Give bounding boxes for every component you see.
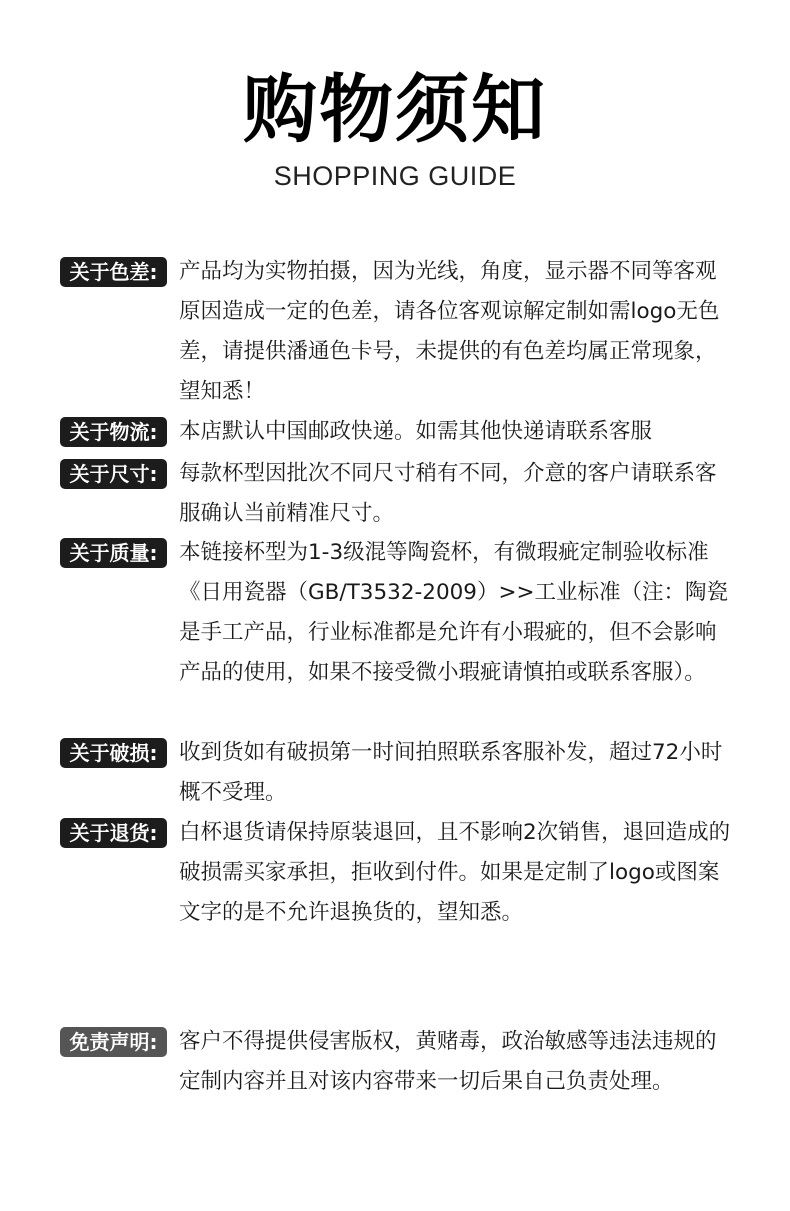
- page-title: 购物须知: [243, 67, 547, 153]
- section-size: [60, 454, 740, 534]
- disclaimer-label: 免责声明:: [60, 1027, 167, 1057]
- section-disclaimer: [60, 1022, 740, 1102]
- disclaimer-text: 客户不得提供侵害版权，黄赌毒，政治敏感等违法违规的定制内容并且对该内容带来一切后果自己负责处理。: [179, 1029, 717, 1094]
- section-text: 每款杯型因批次不同尺寸稍有不同，介意的客户请联系客服确认当前精准尺寸。: [179, 461, 717, 526]
- section-text: 产品均为实物拍摄，因为光线，角度，显示器不同等客观原因造成一定的色差，请各位客观谅解定制如需logo无色差，请提供潘通色卡号，未提供的有色差均属正常现象，望知悉！: [179, 259, 720, 404]
- section-label: 关于物流:: [60, 417, 167, 447]
- section-text: 本店默认中国邮政快递。如需其他快递请联系客服: [179, 419, 653, 444]
- section-color-difference: [60, 252, 740, 412]
- section-label: 关于破损:: [60, 738, 167, 768]
- page-subtitle: SHOPPING GUIDE: [273, 161, 517, 191]
- section-quality: [60, 533, 740, 693]
- section-label: 关于尺寸:: [60, 459, 167, 489]
- section-text: 本链接杯型为1-3级混等陶瓷杯，有微瑕疵定制验收标准《日用瓷器（GB/T3532-2009）>>工业标准（注：陶瓷是手工产品，行业标准都是允许有小瑕疵的，但不会影响产品的使用，如果不接受微小瑕疵请慎拍或联系客服）。: [179, 540, 729, 685]
- section-returns: [60, 813, 740, 933]
- section-text: 收到货如有破损第一时间拍照联系客服补发，超过72小时概不受理。: [179, 740, 723, 805]
- section-label: 关于质量:: [60, 538, 167, 568]
- section-logistics: [60, 412, 740, 452]
- section-label: 关于色差:: [60, 257, 167, 287]
- section-text: 白杯退货请保持原装退回，且不影响2次销售，退回造成的破损需买家承担，拒收到付件。如果是定制了logo或图案文字的是不允许退换货的，望知悉。: [179, 820, 731, 925]
- section-damage: [60, 733, 740, 813]
- section-label: 关于退货:: [60, 818, 167, 848]
